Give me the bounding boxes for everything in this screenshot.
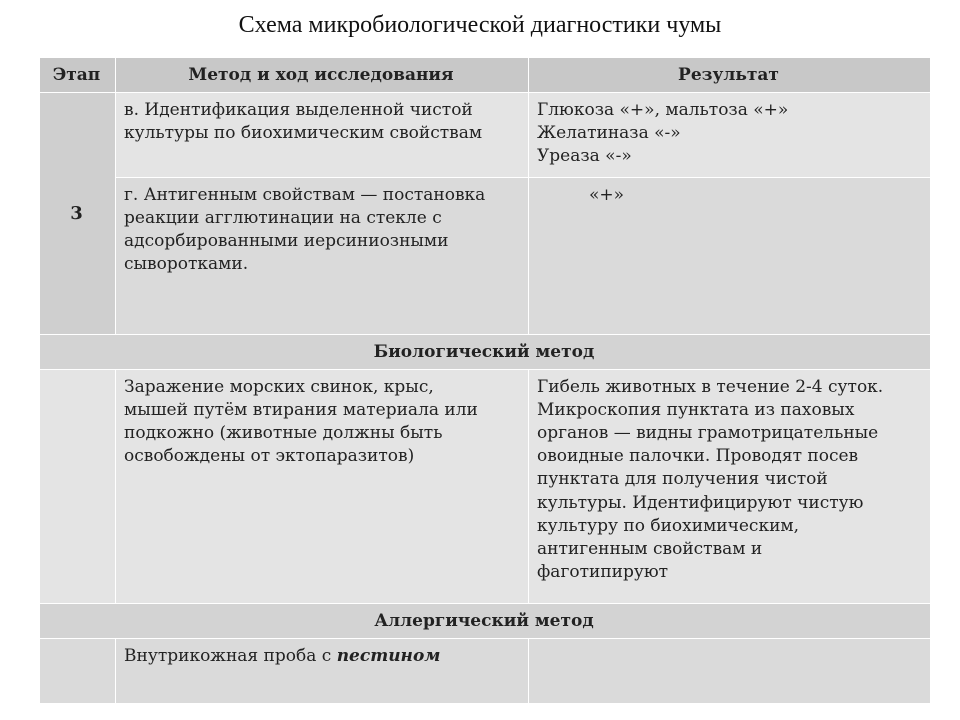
method-prefix: Внутрикожная проба с bbox=[124, 646, 337, 666]
method-line: подкожно (животные должны быть bbox=[124, 423, 443, 444]
method-line: реакции агглютинации на стекле с bbox=[124, 208, 442, 229]
method-line: адсорбированными иерсиниозными bbox=[124, 231, 449, 252]
stage-empty-allergy bbox=[40, 639, 116, 704]
method-line: мышей путём втирания материала или bbox=[124, 400, 478, 421]
header-method: Метод и ход исследования bbox=[116, 58, 529, 93]
page-title: Схема микробиологической диагностики чумы bbox=[238, 12, 722, 38]
result-line: антигенным свойствам и bbox=[537, 538, 763, 559]
result-biochemical bbox=[529, 93, 931, 178]
header-stage: Этап bbox=[40, 58, 116, 93]
method-allergic bbox=[116, 639, 529, 704]
result-biological bbox=[529, 370, 931, 604]
result-line: культуры. Идентифицируют чистую bbox=[537, 492, 864, 513]
result-line: Глюкоза «+», мальтоза «+» bbox=[537, 100, 789, 120]
method-biological bbox=[116, 370, 529, 604]
result-line: Гибель животных в течение 2-4 суток. bbox=[537, 377, 884, 397]
result-line: культуру по биохимическим, bbox=[537, 515, 800, 536]
result-line: фаготипируют bbox=[537, 561, 669, 582]
result-line: Уреаза «-» bbox=[537, 146, 632, 167]
result-line: овоидные палочки. Проводят посев bbox=[537, 446, 859, 467]
result-line: органов — видны грамотрицательные bbox=[537, 423, 879, 444]
result-line: Микроскопия пунктата из паховых bbox=[537, 400, 855, 421]
method-line: сыворотками. bbox=[124, 254, 249, 275]
method-line: г. Антигенным свойствам — постановка bbox=[124, 185, 486, 205]
result-line: пунктата для получения чистой bbox=[537, 469, 828, 490]
section-biological: Биологический метод bbox=[40, 335, 931, 370]
method-antigenic bbox=[116, 178, 529, 335]
section-allergic: Аллергический метод bbox=[40, 604, 931, 639]
diagnostics-table bbox=[40, 58, 931, 700]
result-antigenic: «+» bbox=[529, 178, 931, 335]
stage-empty-bio bbox=[40, 370, 116, 604]
method-line: культуры по биохимическим свойствам bbox=[124, 123, 483, 144]
header-result: Результат bbox=[529, 58, 931, 93]
result-line: Желатиназа «-» bbox=[537, 123, 681, 144]
method-line: Заражение морских свинок, крыс, bbox=[124, 377, 434, 397]
method-line: освобождены от эктопаразитов) bbox=[124, 446, 415, 467]
method-emphasis: пестином bbox=[336, 646, 441, 666]
stage-number: 3 bbox=[40, 93, 116, 335]
method-biochemical bbox=[116, 93, 529, 178]
result-allergic bbox=[529, 639, 931, 704]
method-line: в. Идентификация выделенной чистой bbox=[124, 100, 473, 120]
